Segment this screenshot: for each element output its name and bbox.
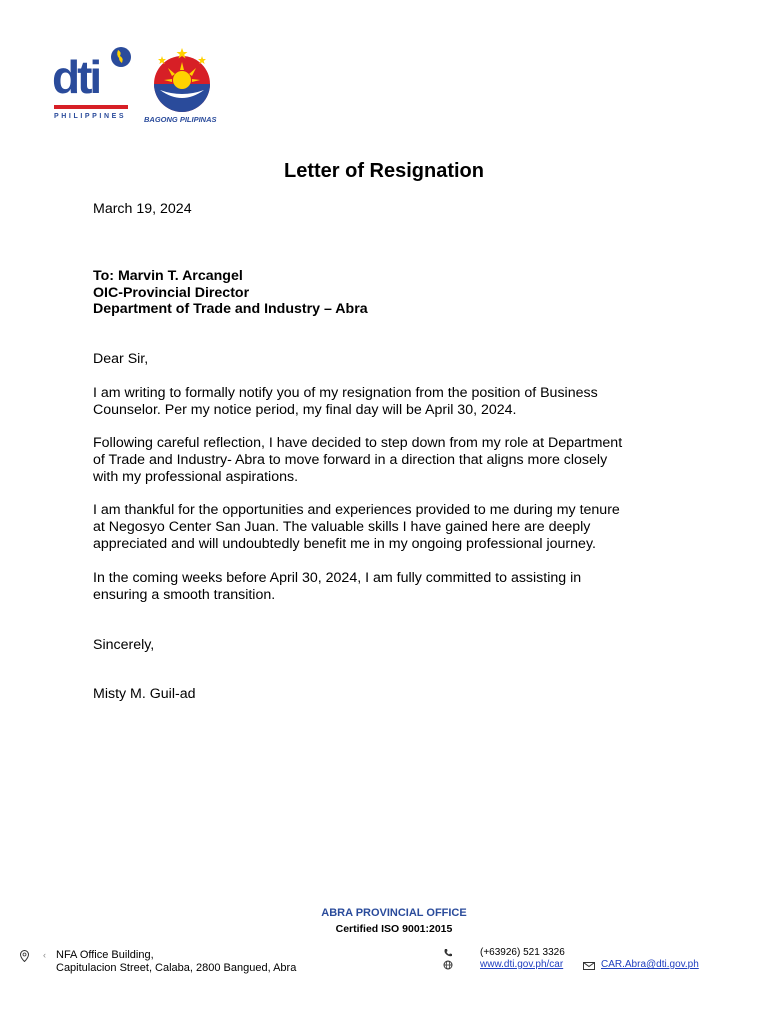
dti-country-label: PHILIPPINES bbox=[54, 113, 127, 120]
email-link[interactable]: CAR.Abra@dti.gov.ph bbox=[601, 959, 699, 970]
letter-title: Letter of Resignation bbox=[283, 160, 484, 182]
chevron-left-icon: ‹ bbox=[43, 950, 46, 960]
body-paragraph bbox=[93, 570, 693, 604]
dti-logo bbox=[52, 46, 134, 124]
address-line-2: Capitulacion Street, Calaba, 2800 Bangued, Abra bbox=[56, 962, 297, 974]
philippine-map-icon bbox=[110, 46, 132, 68]
bagong-pilipinas-label: BAGONG PILIPINAS bbox=[144, 115, 217, 124]
phone-number: (+63926) 521 3326 bbox=[480, 947, 565, 958]
paragraph-line: ensuring a smooth transition. bbox=[93, 587, 276, 603]
paragraph-line: of Trade and Industry- Abra to move forward in a direction that aligns more closely bbox=[93, 452, 608, 468]
dti-red-bar bbox=[54, 105, 128, 109]
globe-icon bbox=[443, 960, 453, 970]
paragraph-line: I am writing to formally notify you of my resignation from the position of Business bbox=[93, 385, 598, 401]
closing: Sincerely, bbox=[93, 637, 155, 653]
office-name: ABRA PROVINCIAL OFFICE bbox=[321, 907, 467, 919]
website-link[interactable]: www.dti.gov.ph/car bbox=[480, 959, 564, 970]
body-paragraph bbox=[93, 385, 693, 419]
recipient-name: To: Marvin T. Arcangel bbox=[93, 268, 243, 284]
paragraph-line: at Negosyo Center San Juan. The valuable skills I have gained here are deeply bbox=[93, 519, 591, 535]
paragraph-line: Following careful reflection, I have decided to step down from my role at Department bbox=[93, 435, 623, 451]
body-paragraph bbox=[93, 435, 693, 486]
paragraph-line: Counselor. Per my notice period, my final day will be April 30, 2024. bbox=[93, 402, 517, 418]
recipient-title: OIC-Provincial Director bbox=[93, 285, 250, 301]
location-pin-icon bbox=[20, 950, 29, 962]
iso-certification: Certified ISO 9001:2015 bbox=[335, 923, 453, 935]
email-icon bbox=[583, 962, 595, 970]
body-paragraph bbox=[93, 502, 693, 553]
paragraph-line: appreciated and will undoubtedly benefit me in my ongoing professional journey. bbox=[93, 536, 596, 552]
phone-icon bbox=[443, 948, 453, 958]
paragraph-line: with my professional aspirations. bbox=[93, 469, 299, 485]
dti-logo-text: dti bbox=[52, 51, 100, 103]
letter-date: March 19, 2024 bbox=[93, 201, 192, 217]
salutation: Dear Sir, bbox=[93, 351, 149, 367]
bagong-pilipinas-emblem-icon bbox=[146, 46, 218, 114]
paragraph-line: I am thankful for the opportunities and experiences provided to me during my tenure bbox=[93, 502, 620, 518]
signatory-name: Misty M. Guil-ad bbox=[93, 686, 196, 702]
bagong-pilipinas-logo bbox=[144, 46, 224, 124]
address-line-1: NFA Office Building, bbox=[56, 949, 154, 961]
recipient-organization: Department of Trade and Industry – Abra bbox=[93, 301, 368, 317]
paragraph-line: In the coming weeks before April 30, 2024, I am fully committed to assisting in bbox=[93, 570, 582, 586]
